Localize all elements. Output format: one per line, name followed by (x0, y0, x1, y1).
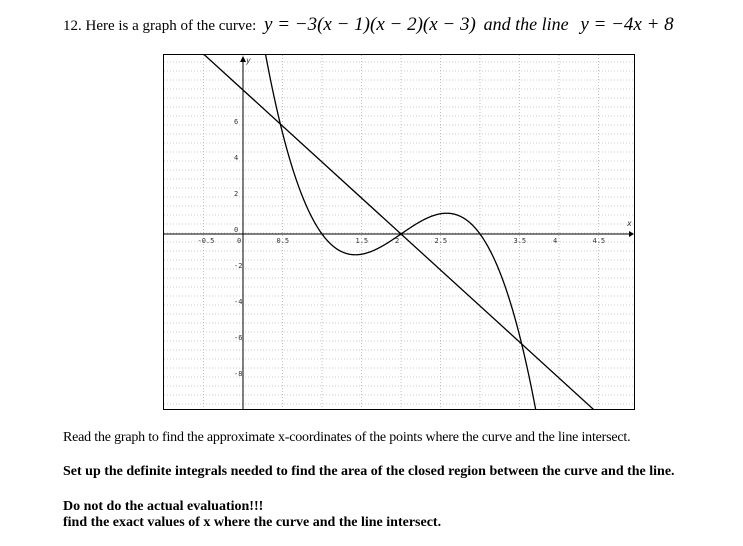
y-tick-label: 0 (234, 226, 239, 234)
x-tick-label: 0 (237, 237, 242, 245)
question-text: 12. Here is a graph of the curve: (63, 18, 257, 34)
x-tick-label: 2.5 (434, 237, 448, 245)
y-tick-label: -6 (234, 334, 243, 342)
x-tick-label: 4.5 (592, 237, 606, 245)
y-tick-label: -4 (234, 298, 243, 306)
y-axis-label: y (246, 56, 251, 65)
y-tick-label: 4 (234, 154, 239, 162)
x-tick-label: 4 (553, 237, 558, 245)
graph-figure (163, 54, 635, 410)
graph-svg (163, 54, 635, 410)
conjunction-text: and the line (483, 14, 569, 34)
x-tick-label: -0.5 (197, 237, 215, 245)
instruction-setup-integrals: Set up the definite integrals needed to find the area of the closed region between the curve and the line. (63, 464, 675, 479)
x-tick-label: 2 (395, 237, 400, 245)
question-header (63, 14, 674, 36)
y-tick-label: 6 (234, 118, 239, 126)
y-tick-label: -2 (234, 262, 243, 270)
x-tick-label: 0.5 (276, 237, 290, 245)
x-axis-label: x (627, 219, 632, 228)
instruction-exact-values: find the exact values of x where the curve and the line intersect. (63, 515, 442, 530)
instruction-read-graph: Read the graph to find the approximate x-coordinates of the points where the curve and the line intersect. (63, 430, 631, 445)
x-tick-label: 1.5 (355, 237, 369, 245)
instruction-no-evaluation: Do not do the actual evaluation!!! (63, 499, 264, 514)
x-tick-label: 3.5 (513, 237, 527, 245)
y-tick-label: -8 (234, 370, 243, 378)
curve-equation: y = −3(x − 1)(x − 2)(x − 3) (264, 14, 476, 35)
line-equation: y = −4x + 8 (580, 14, 674, 35)
y-tick-label: 2 (234, 190, 239, 198)
